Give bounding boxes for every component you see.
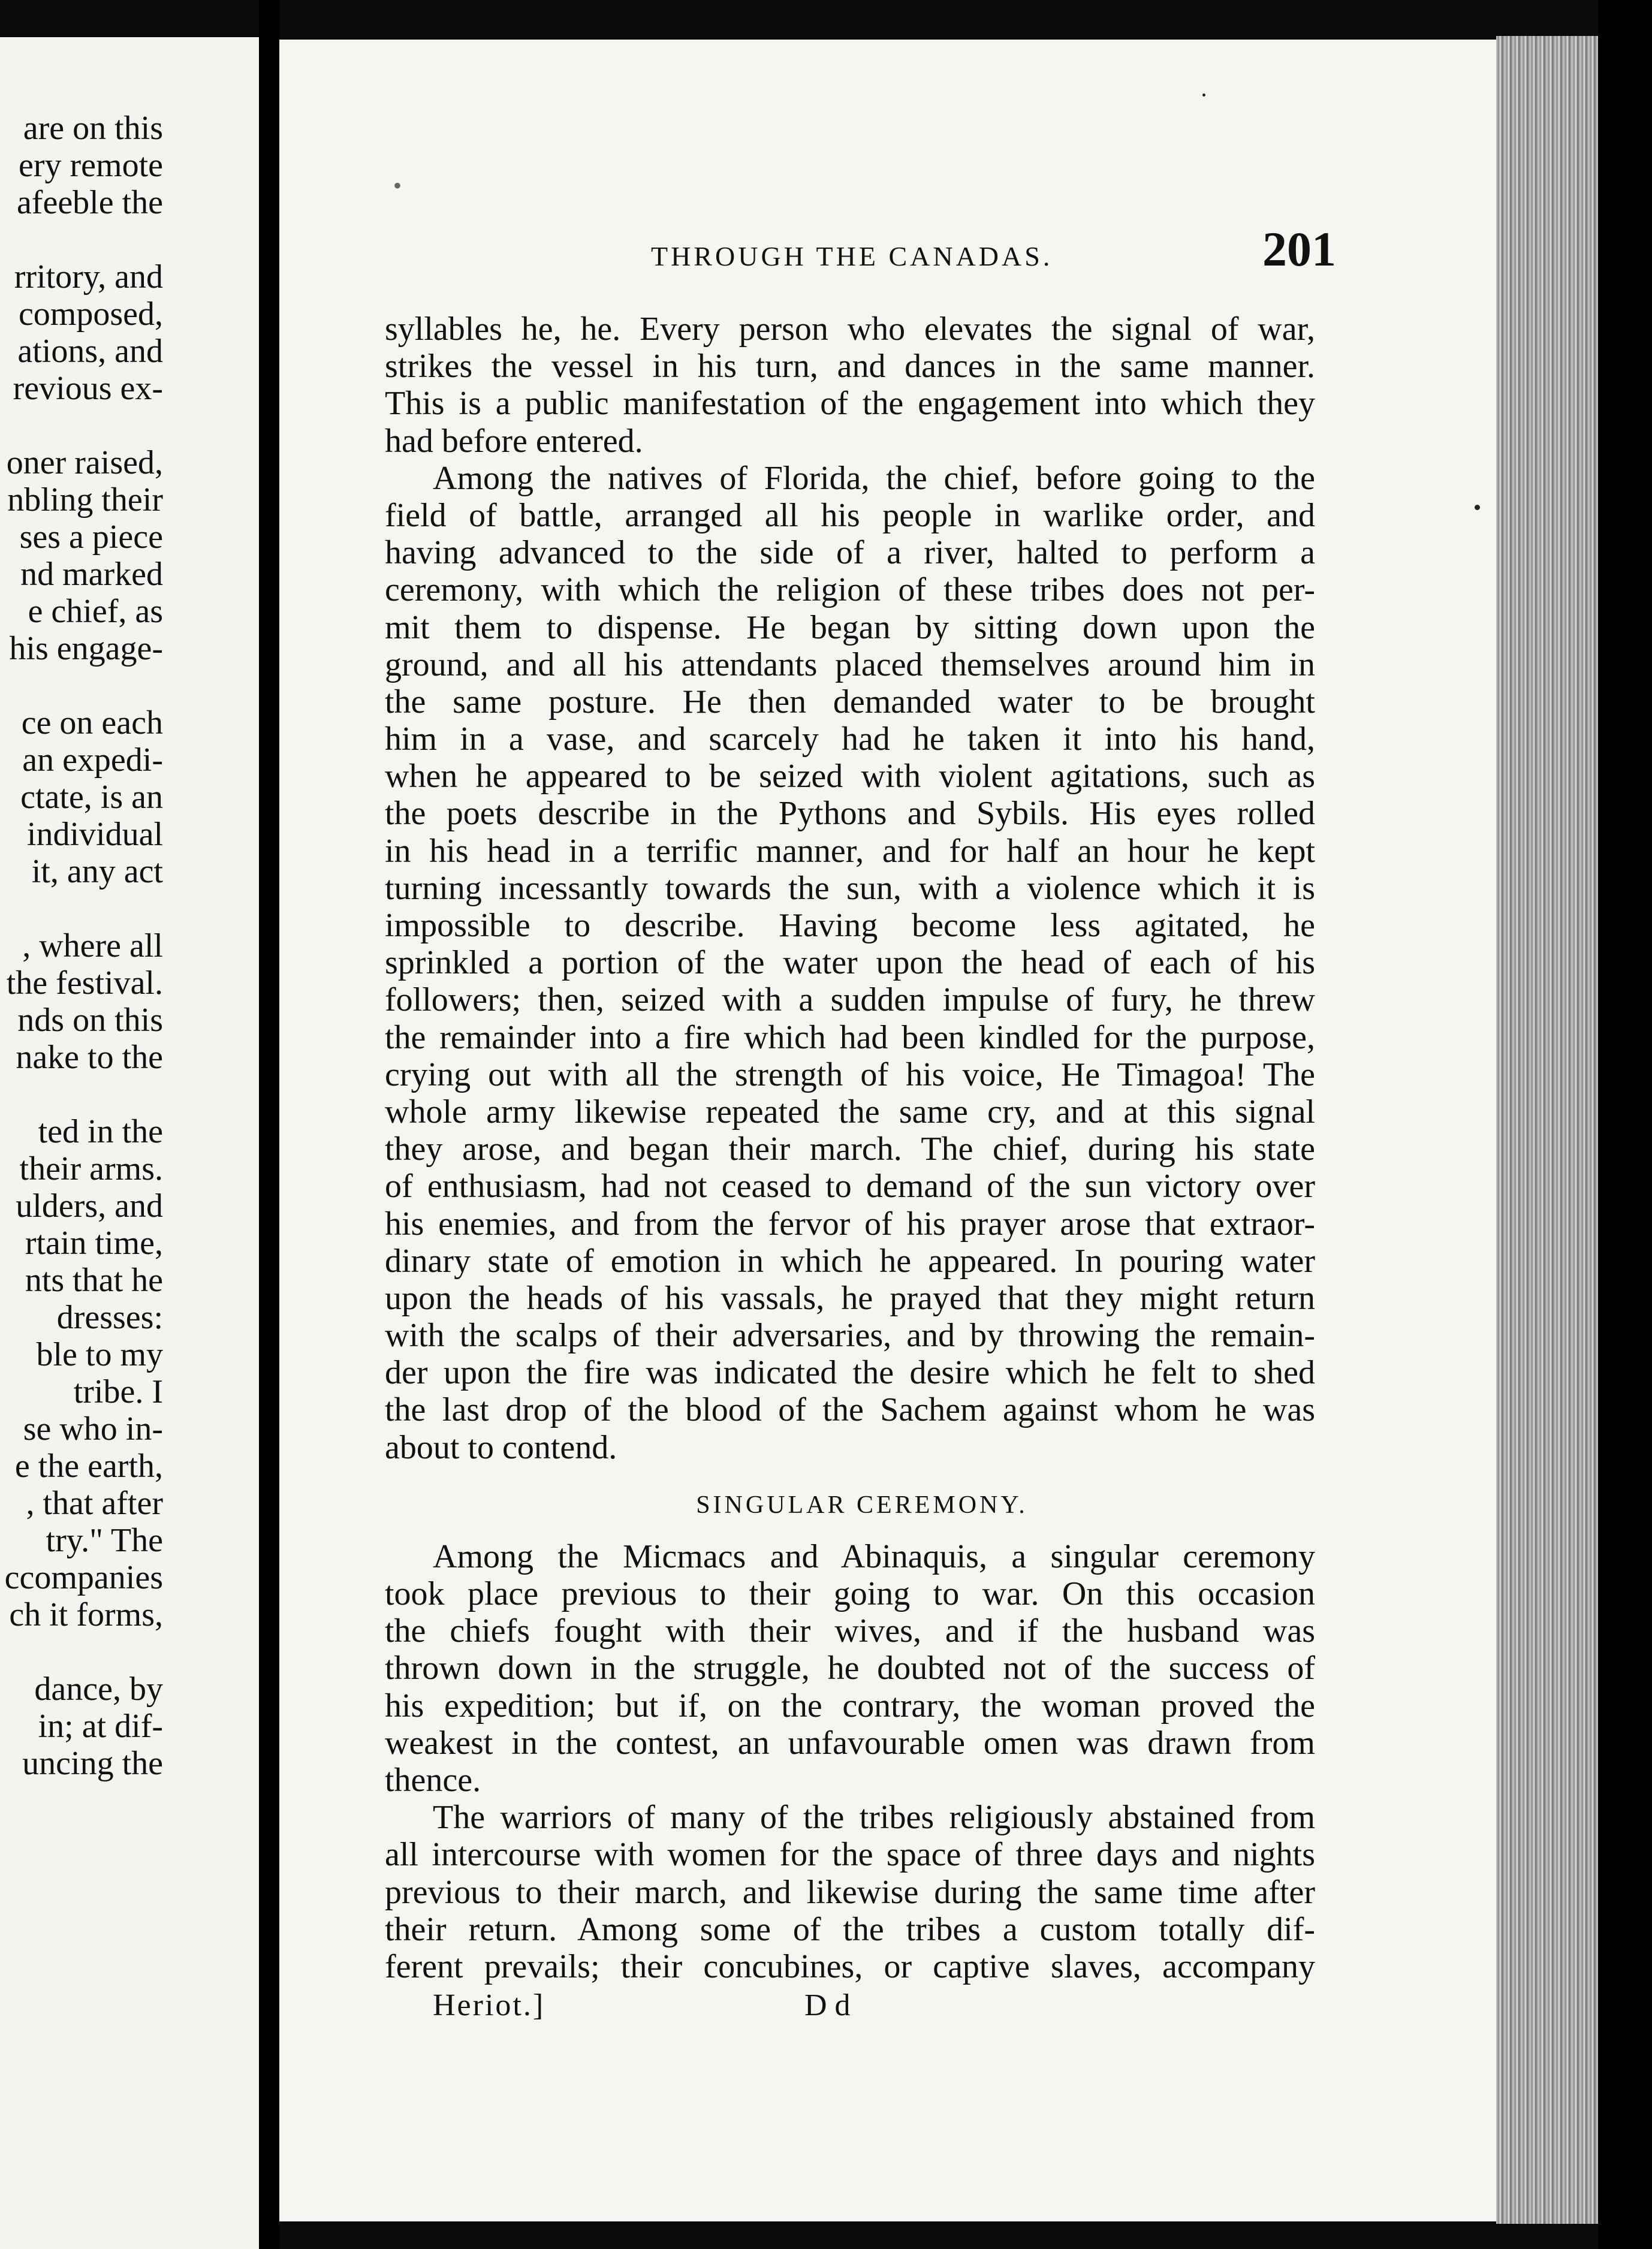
left-line: ccompanies xyxy=(4,1559,163,1596)
paragraph xyxy=(385,1538,1315,1799)
text-line: syllables he, he. Every person who elevates the signal of war, xyxy=(385,310,1315,348)
signature-mark: D d xyxy=(804,1988,851,2022)
left-line: tribe. I xyxy=(73,1373,163,1410)
text-line: the chiefs fought with their wives, and if the husband was xyxy=(385,1612,1315,1650)
left-line: composed, xyxy=(18,296,163,333)
left-line: dresses: xyxy=(56,1299,163,1336)
left-line: ce on each xyxy=(21,704,163,741)
left-line: in; at dif- xyxy=(38,1708,163,1745)
text-line: ground, and all his attendants placed themselves around him in xyxy=(385,646,1315,683)
text-line: turning incessantly towards the sun, with a violence which it is xyxy=(385,869,1315,907)
left-line: try." The xyxy=(46,1522,163,1559)
left-line: nts that he xyxy=(25,1262,163,1299)
page-header xyxy=(279,210,1496,276)
text-line: impossible to describe. Having become less agitated, he xyxy=(385,907,1315,944)
text-line: him in a vase, and scarcely had he taken it into his hand, xyxy=(385,720,1315,758)
left-line: his engage- xyxy=(9,630,163,667)
left-line: nbling their xyxy=(7,481,163,518)
left-line: , where all xyxy=(22,927,163,964)
text-line: in his head in a terrific manner, and for half an hour he kept xyxy=(385,832,1315,870)
text-line: of enthusiasm, had not ceased to demand of the sun victory over xyxy=(385,1168,1315,1205)
text-line: Among the natives of Florida, the chief, before going to the xyxy=(433,459,1315,497)
text-line: whole army likewise repeated the same cry, and at this signal xyxy=(385,1093,1315,1130)
left-line: ted in the xyxy=(38,1113,163,1150)
running-head: THROUGH THE CANADAS. xyxy=(651,241,1053,272)
text-line: weakest in the contest, an unfavourable omen was drawn from xyxy=(385,1724,1315,1762)
left-line: dance, by xyxy=(34,1671,163,1708)
left-line: it, any act xyxy=(31,853,163,890)
right-page xyxy=(279,40,1496,2221)
left-line: their arms. xyxy=(19,1150,163,1187)
left-line: nd marked xyxy=(20,556,163,593)
left-line: revious ex- xyxy=(13,370,163,407)
left-line: the festival. xyxy=(6,964,163,1002)
print-mark: • xyxy=(393,172,402,199)
text-line: thrown down in the struggle, he doubted not of the success of xyxy=(385,1650,1315,1687)
page-number: 201 xyxy=(1262,222,1336,276)
left-line: ses a piece xyxy=(19,518,163,556)
text-line: about to contend. xyxy=(385,1428,617,1466)
text-line: the poets describe in the Pythons and Sybils. His eyes rolled xyxy=(385,795,1315,833)
left-line: , that after xyxy=(26,1485,163,1522)
text-line: with the scalps of their adversaries, and by throwing the remain- xyxy=(385,1317,1315,1355)
left-line: individual xyxy=(26,816,163,853)
text-line: the last drop of the blood of the Sachem against whom he was xyxy=(385,1391,1315,1429)
left-line: afeeble the xyxy=(16,184,163,221)
left-line: are on this xyxy=(23,110,163,147)
text-line: This is a public manifestation of the engagement into which they xyxy=(385,385,1315,423)
text-line: der upon the fire was indicated the desire which he felt to shed xyxy=(385,1354,1315,1392)
text-line: previous to their march, and likewise during the same time after xyxy=(385,1873,1315,1911)
left-line: nds on this xyxy=(17,1002,163,1039)
text-line: took place previous to their going to war. On this occasion xyxy=(385,1575,1315,1612)
left-line: rtain time, xyxy=(25,1225,163,1262)
left-line: ery remote xyxy=(19,147,163,184)
left-line: ations, and xyxy=(17,333,163,370)
text-line: they arose, and began their march. The chief, during his state xyxy=(385,1130,1315,1168)
left-line: ch it forms, xyxy=(9,1596,163,1633)
text-line: thence. xyxy=(385,1761,481,1799)
left-line: nake to the xyxy=(16,1039,163,1076)
author-signature: Heriot.] xyxy=(433,1988,545,2022)
text-line: the same posture. He then demanded water to be brought xyxy=(385,683,1315,720)
text-line: followers; then, seized with a sudden impulse of fury, he threw xyxy=(385,981,1315,1019)
left-line: an expedi- xyxy=(22,741,163,779)
text-line: having advanced to the side of a river, halted to perform a xyxy=(385,534,1315,572)
left-line: e the earth, xyxy=(14,1448,163,1485)
text-line: his enemies, and from the fervor of his prayer arose that extraor- xyxy=(385,1205,1315,1243)
book-gutter xyxy=(259,0,279,2249)
paragraph xyxy=(385,310,1315,460)
text-line: ceremony, with which the religion of these tribes does not per- xyxy=(385,571,1315,609)
left-line: ulders, and xyxy=(16,1187,163,1225)
text-line: ferent prevails; their concubines, or captive slaves, accompany xyxy=(385,1947,1315,1985)
left-line: ble to my xyxy=(36,1336,163,1373)
left-line: se who in- xyxy=(23,1410,163,1448)
text-line: mit them to dispense. He began by sitting down upon the xyxy=(385,608,1315,646)
left-line: e chief, as xyxy=(28,593,163,630)
text-line: strikes the vessel in his turn, and dances in the same manner. xyxy=(385,348,1315,385)
text-line: dinary state of emotion in which he appeared. In pouring water xyxy=(385,1242,1315,1280)
text-line: the remainder into a fire which had been kindled for the purpose, xyxy=(385,1018,1315,1056)
paragraph xyxy=(385,460,1315,1466)
text-line: when he appeared to be seized with violent agitations, such as xyxy=(385,758,1315,795)
left-line: rritory, and xyxy=(14,258,163,296)
text-line: The warriors of many of the tribes religiously abstained from xyxy=(433,1799,1315,1837)
paragraph xyxy=(385,1799,1315,1985)
left-page-fragment xyxy=(0,37,259,2249)
text-line: their return. Among some of the tribes a custom totally dif- xyxy=(385,1910,1315,1948)
text-line: Among the Micmacs and Abinaquis, a singular ceremony xyxy=(433,1537,1315,1575)
book-page-edges xyxy=(1496,36,1598,2224)
left-line: uncing the xyxy=(22,1745,163,1782)
text-line: his expedition; but if, on the contrary, the woman proved the xyxy=(385,1687,1315,1725)
left-line: oner raised, xyxy=(6,444,163,481)
section-title: SINGULAR CEREMONY. xyxy=(696,1491,1028,1519)
speck xyxy=(1202,94,1205,97)
body-text xyxy=(385,310,1315,1985)
text-line: sprinkled a portion of the water upon the head of each of his xyxy=(385,944,1315,982)
text-line: had before entered. xyxy=(385,422,643,460)
speck xyxy=(1475,505,1480,510)
book-edge-shadow xyxy=(1598,0,1652,2249)
page-footer xyxy=(385,1988,1315,2036)
text-line: all intercourse with women for the space of three days and nights xyxy=(385,1836,1315,1874)
text-line: field of battle, arranged all his people in warlike order, and xyxy=(385,496,1315,534)
text-line: upon the heads of his vassals, he prayed that they might return xyxy=(385,1279,1315,1317)
text-line: crying out with all the strength of his voice, He Timagoa! The xyxy=(385,1056,1315,1093)
left-line: ctate, is an xyxy=(20,779,163,816)
